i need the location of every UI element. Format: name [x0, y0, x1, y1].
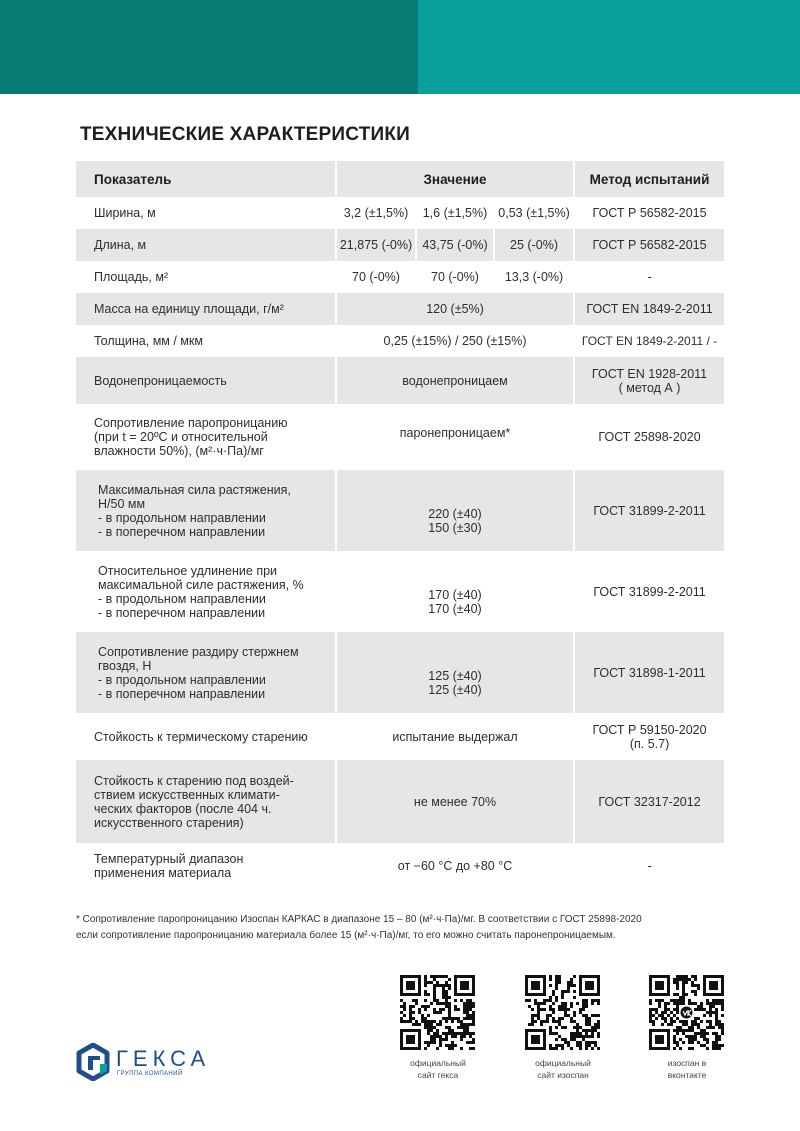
- param-elongation-line4: - в поперечном направлении: [98, 605, 266, 620]
- param-vapor-line2: (при t = 20ºС и относительной: [94, 430, 268, 444]
- value-elongation-line2: 170 (±40): [428, 602, 482, 616]
- qr-caption-line2: сайт гекса: [417, 1070, 459, 1080]
- table-row: [76, 197, 724, 229]
- header-band-dark: [0, 0, 418, 94]
- param-nail-tear-line2: гвоздя, Н: [98, 658, 152, 673]
- qr-code-icon: [400, 975, 476, 1051]
- header-value: Значение: [336, 161, 574, 197]
- header-param: Показатель: [76, 161, 336, 197]
- param-vapor-line1: Сопротивление паропроницанию: [94, 416, 288, 430]
- param-tensile-line4: - в поперечном направлении: [98, 524, 266, 539]
- param-climatic-line4: искусственного старения): [94, 815, 244, 830]
- method-vapor: ГОСТ 25898-2020: [598, 430, 701, 444]
- method-thickness: ГОСТ EN 1849-2-2011 / -: [581, 334, 718, 348]
- qr-caption-line1: официальный: [535, 1058, 591, 1068]
- param-tensile-line2: Н/50 мм: [98, 496, 146, 511]
- value-waterproof: водонепроницаем: [336, 357, 574, 404]
- method-waterproof-line1: ГОСТ EN 1928-2011: [591, 366, 708, 381]
- table-row: [76, 760, 724, 843]
- value-climatic: не менее 70%: [336, 760, 574, 843]
- value-tensile: [336, 470, 574, 551]
- param-climatic: [76, 760, 336, 843]
- value-elongation: [336, 551, 574, 632]
- param-temperature-line2: применения материала: [94, 866, 232, 880]
- qr-caption-line1: изоспан в: [667, 1058, 707, 1068]
- value-area-2: 70 (-0%): [416, 261, 494, 293]
- value-width-1: 3,2 (±1,5%): [336, 197, 416, 229]
- method-tensile: ГОСТ 31899-2-2011: [574, 470, 724, 551]
- qr-block-vk[interactable]: [632, 975, 742, 1081]
- value-nail-tear: [336, 632, 574, 713]
- method-nail-tear: ГОСТ 31898-1-2011: [574, 632, 724, 713]
- method-temperature: -: [647, 859, 652, 873]
- qr-caption: [632, 1057, 742, 1081]
- param-waterproof: Водонепроницаемость: [76, 357, 336, 404]
- param-tensile: [76, 470, 336, 551]
- method-climatic: ГОСТ 32317-2012: [574, 760, 724, 843]
- param-climatic-line1: Стойкость к старению под воздей-: [94, 773, 294, 788]
- hexagon-logo-icon: [76, 1043, 110, 1081]
- logo-name: ГЕКСА: [116, 1046, 211, 1071]
- method-thermal: [574, 713, 724, 760]
- param-elongation-line1: Относительное удлинение при: [98, 563, 278, 578]
- param-elongation-line3: - в продольном направлении: [98, 591, 266, 606]
- param-thickness: Толщина, мм / мкм: [76, 325, 336, 357]
- table-row: [76, 551, 724, 632]
- param-temperature-line1: Температурный диапазон: [94, 852, 244, 866]
- param-climatic-line2: ствием искусственных климати-: [94, 787, 280, 802]
- param-nail-tear-line1: Сопротивление раздиру стержнем: [98, 644, 299, 659]
- value-length-2: 43,75 (-0%): [416, 229, 494, 261]
- param-area: Площадь, м²: [76, 261, 336, 293]
- table-row: [76, 357, 724, 404]
- method-length: ГОСТ Р 56582-2015: [574, 229, 724, 261]
- param-tensile-line3: - в продольном направлении: [98, 510, 266, 525]
- value-temperature: от −60 °С до +80 °С: [336, 843, 574, 889]
- param-temperature: [76, 843, 336, 889]
- param-nail-tear-line3: - в продольном направлении: [98, 672, 266, 687]
- table-row: [76, 261, 724, 293]
- qr-caption: [508, 1057, 618, 1081]
- param-nail-tear: [76, 632, 336, 713]
- header-band-light: [418, 0, 800, 94]
- method-mass: ГОСТ EN 1849-2-2011: [574, 293, 724, 325]
- footnote: [76, 912, 736, 944]
- header-method: Метод испытаний: [574, 161, 724, 197]
- value-area-3: 13,3 (-0%): [494, 261, 574, 293]
- value-width-2: 1,6 (±1,5%): [416, 197, 494, 229]
- param-width: Ширина, м: [76, 197, 336, 229]
- method-width: ГОСТ Р 56582-2015: [592, 206, 707, 220]
- qr-caption-line1: официальный: [410, 1058, 466, 1068]
- value-mass: 120 (±5%): [336, 293, 574, 325]
- value-thickness: 0,25 (±15%) / 250 (±15%): [336, 325, 574, 357]
- table-row: [76, 470, 724, 551]
- value-tensile-line2: 150 (±30): [428, 521, 482, 535]
- param-tensile-line1: Максимальная сила растяжения,: [98, 482, 291, 497]
- param-nail-tear-line4: - в поперечном направлении: [98, 686, 266, 701]
- param-elongation: [76, 551, 336, 632]
- specs-table: [76, 161, 724, 889]
- value-nail-tear-line1: 125 (±40): [428, 669, 482, 683]
- table-row: [76, 229, 724, 261]
- param-vapor: [76, 404, 336, 470]
- footnote-line2: если сопротивление паропроницанию материала более 15 (м²·ч·Па)/мг, то его можно считать паронепроницаемым.: [76, 930, 616, 941]
- value-tensile-line1: 220 (±40): [428, 507, 482, 521]
- qr-caption: [383, 1057, 493, 1081]
- table-row: [76, 293, 724, 325]
- qr-code-icon: [525, 975, 601, 1051]
- param-elongation-line2: максимальной силе растяжения, %: [98, 577, 304, 592]
- value-width-3: 0,53 (±1,5%): [494, 197, 574, 229]
- value-length-1: 21,875 (-0%): [336, 229, 416, 261]
- param-vapor-line3: влажности 50%), (м²·ч·Па)/мг: [94, 444, 264, 458]
- param-thermal: Стойкость к термическому старению: [76, 713, 336, 760]
- table-row: [76, 632, 724, 713]
- value-area-1: 70 (-0%): [336, 261, 416, 293]
- param-climatic-line3: ческих факторов (после 404 ч.: [94, 801, 272, 816]
- method-area: -: [647, 270, 652, 284]
- table-row: [76, 713, 724, 760]
- qr-caption-line2: вконтакте: [667, 1070, 707, 1080]
- method-waterproof: [574, 357, 724, 404]
- param-length: Длина, м: [76, 229, 336, 261]
- param-mass: Масса на единицу площади, г/м²: [76, 293, 336, 325]
- table-header-row: [76, 161, 724, 197]
- page-title: ТЕХНИЧЕСКИЕ ХАРАКТЕРИСТИКИ: [80, 124, 411, 145]
- method-thermal-line2: (п. 5.7): [629, 736, 670, 751]
- method-elongation: ГОСТ 31899-2-2011: [593, 584, 706, 599]
- value-elongation-line1: 170 (±40): [428, 588, 482, 602]
- qr-block-gexa[interactable]: [383, 975, 493, 1081]
- value-thermal: испытание выдержал: [336, 713, 574, 760]
- footnote-line1: * Сопротивление паропроницанию Изоспан КАРКАС в диапазоне 15 – 80 (м²·ч·Па)/мг. В соответствии с ГОСТ 25898-2020: [76, 914, 642, 925]
- logo-tagline: ГРУППА КОМПАНИЙ: [117, 1071, 183, 1077]
- value-nail-tear-line2: 125 (±40): [428, 683, 482, 697]
- table-row: [76, 325, 724, 357]
- method-thermal-line1: ГОСТ Р 59150-2020: [592, 722, 707, 737]
- qr-code-vk-icon: [649, 975, 725, 1051]
- qr-caption-line2: сайт изоспан: [537, 1070, 589, 1080]
- table-row: [76, 404, 724, 470]
- qr-block-izospan[interactable]: [508, 975, 618, 1081]
- value-vapor: паронепроницаем*: [336, 404, 574, 470]
- value-length-3: 25 (-0%): [494, 229, 574, 261]
- method-waterproof-line2: ( метод А ): [618, 380, 681, 395]
- table-row: [76, 843, 724, 889]
